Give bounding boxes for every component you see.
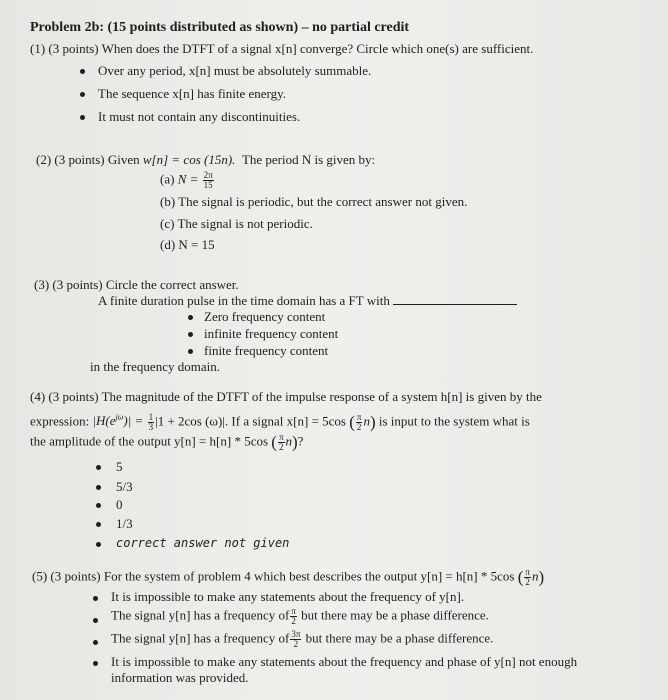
q4-mag-exp: jω xyxy=(115,413,124,422)
q4-expr-end: is input to the system what is xyxy=(378,413,530,429)
fraction-numerator: 1 xyxy=(148,411,154,422)
bullet-icon xyxy=(93,596,98,601)
q4-line-2: expression: $|H(e^{j\omega})|$ = $\frac{1}{3}$ |1 + 2cos (ω)|. If a signal x[n] = 5cos ( $\frac{\pi}{2}$ n) is input to the system what is xyxy=(30,411,530,432)
q4-expr-tail: |1 + 2cos (ω)|. If a signal x[n] = 5cos xyxy=(155,413,346,429)
q5-option-4-line-2: information was provided. xyxy=(111,670,249,685)
bullet-icon xyxy=(93,661,98,666)
q3-option-1: Zero frequency content xyxy=(204,309,326,324)
q2-option-d: (d) N = 15 xyxy=(160,237,215,252)
q4-option-3: 0 xyxy=(116,497,123,512)
bullet-icon xyxy=(188,332,193,337)
fraction-numerator: 3π xyxy=(291,629,301,639)
q3-sentence xyxy=(98,293,517,309)
fraction-numerator: π xyxy=(291,606,296,616)
q5-option-2-lead: The signal y[n] has a frequency of xyxy=(111,607,290,623)
q5-option-3 xyxy=(111,630,493,649)
q2-signal: w[n] = cos (15n). xyxy=(142,152,236,167)
q3-sentence-text: A finite duration pulse in the time domain has a FT with xyxy=(98,293,390,308)
fraction-denominator: 2 xyxy=(293,639,299,649)
fraction-denominator: 2 xyxy=(356,421,362,432)
q5-prompt-text: (5) (3 points) For the system of problem 4 which best describes the output y[n] = h[n] * 5cos xyxy=(32,568,515,584)
q2-option-a-label: (a) xyxy=(160,171,175,187)
fraction xyxy=(356,413,363,432)
q3-option-3: finite frequency content xyxy=(204,343,329,358)
fraction xyxy=(278,433,285,452)
q5-option-3-lead: The signal y[n] has a frequency of xyxy=(111,630,290,646)
bullet-icon xyxy=(96,503,101,508)
q2-prompt-lead: (2) (3 points) Given xyxy=(36,152,140,167)
q4-option-2: 5/3 xyxy=(116,479,133,494)
fraction xyxy=(203,171,214,190)
fraction-numerator: π xyxy=(525,567,530,577)
q3-prompt: (3) (3 points) Circle the correct answer. xyxy=(34,277,239,292)
q5-option-3-tail: but there may be a phase difference. xyxy=(305,630,494,646)
q4-line-3: the amplitude of the output y[n] = h[n] * 5cos ( $\frac{\pi}{2}$ n)? xyxy=(30,432,304,452)
q4-mag-mid: )| = xyxy=(123,413,144,429)
fraction-numerator: 2π xyxy=(203,170,213,180)
q4-option-1: 5 xyxy=(116,459,123,474)
q3-tail: in the frequency domain. xyxy=(90,359,220,374)
fraction xyxy=(290,607,297,626)
fraction-numerator: π xyxy=(356,411,362,422)
q4-line-3-q: ? xyxy=(297,433,304,449)
bullet-icon xyxy=(188,315,193,320)
q5-prompt: (5) (3 points) For the system of problem 4 which best describes the output y[n] = h[n] * 5cos ( $\frac{\pi}{2}$ n) xyxy=(32,567,545,587)
q1-prompt: (1) (3 points) When does the DTFT of a signal x[n] converge? Circle which one(s) are sufficient. xyxy=(30,41,534,56)
fraction-numerator: π xyxy=(278,432,284,442)
bullet-icon xyxy=(80,115,85,120)
bullet-icon xyxy=(80,69,85,74)
fraction-denominator: 15 xyxy=(203,180,213,190)
q3-option-2: infinite frequency content xyxy=(204,326,339,341)
fraction-denominator: 2 xyxy=(525,577,530,587)
q4-line-3-text: the amplitude of the output y[n] = h[n] * 5cos xyxy=(30,433,269,449)
fraction-denominator: 2 xyxy=(278,442,284,452)
bullet-icon xyxy=(96,542,101,547)
q2-prompt-tail: The period N is given by: xyxy=(241,152,376,167)
q1-option-2: The sequence x[n] has finite energy. xyxy=(98,86,287,101)
q4-line-1: (4) (3 points) The magnitude of the DTFT of the impulse response of a system h[n] is given by the xyxy=(30,389,542,404)
problem-title: Problem 2b: (15 points distributed as shown) – no partial credit xyxy=(30,20,410,35)
fraction xyxy=(524,568,531,587)
q5-option-1: It is impossible to make any statements about the frequency of y[n]. xyxy=(111,589,465,604)
q4-option-4: 1/3 xyxy=(116,516,133,531)
bullet-icon xyxy=(96,485,101,490)
q2-option-a-eq: N = xyxy=(177,171,199,187)
q2-option-a xyxy=(160,171,215,190)
q5-option-2-tail: but there may be a phase difference. xyxy=(301,607,489,623)
q2-option-b: (b) The signal is periodic, but the correct answer not given. xyxy=(160,194,468,209)
q4-mag-text: |H(e xyxy=(92,413,116,429)
bullet-icon xyxy=(188,349,193,354)
q4-mag xyxy=(92,413,143,428)
answer-blank xyxy=(393,294,517,305)
q1-option-1: Over any period, x[n] must be absolutely summable. xyxy=(98,63,372,78)
fraction-denominator: 2 xyxy=(291,616,296,626)
q4-option-5: correct answer not given xyxy=(116,536,290,550)
bullet-icon xyxy=(93,640,98,645)
q5-option-2 xyxy=(111,607,489,626)
bullet-icon xyxy=(96,522,101,527)
bullet-icon xyxy=(96,465,101,470)
q5-option-4-line-1: It is impossible to make any statements about the frequency and phase of y[n] not enough xyxy=(111,654,578,669)
q2-prompt xyxy=(36,152,375,168)
fraction xyxy=(290,630,301,649)
q1-option-3: It must not contain any discontinuities. xyxy=(98,109,301,124)
fraction xyxy=(148,413,155,432)
q2-option-c: (c) The signal is not periodic. xyxy=(160,216,313,231)
q4-expr-lead: expression: xyxy=(30,413,90,429)
bullet-icon xyxy=(80,92,85,97)
bullet-icon xyxy=(93,618,98,623)
fraction-denominator: 3 xyxy=(148,421,154,432)
